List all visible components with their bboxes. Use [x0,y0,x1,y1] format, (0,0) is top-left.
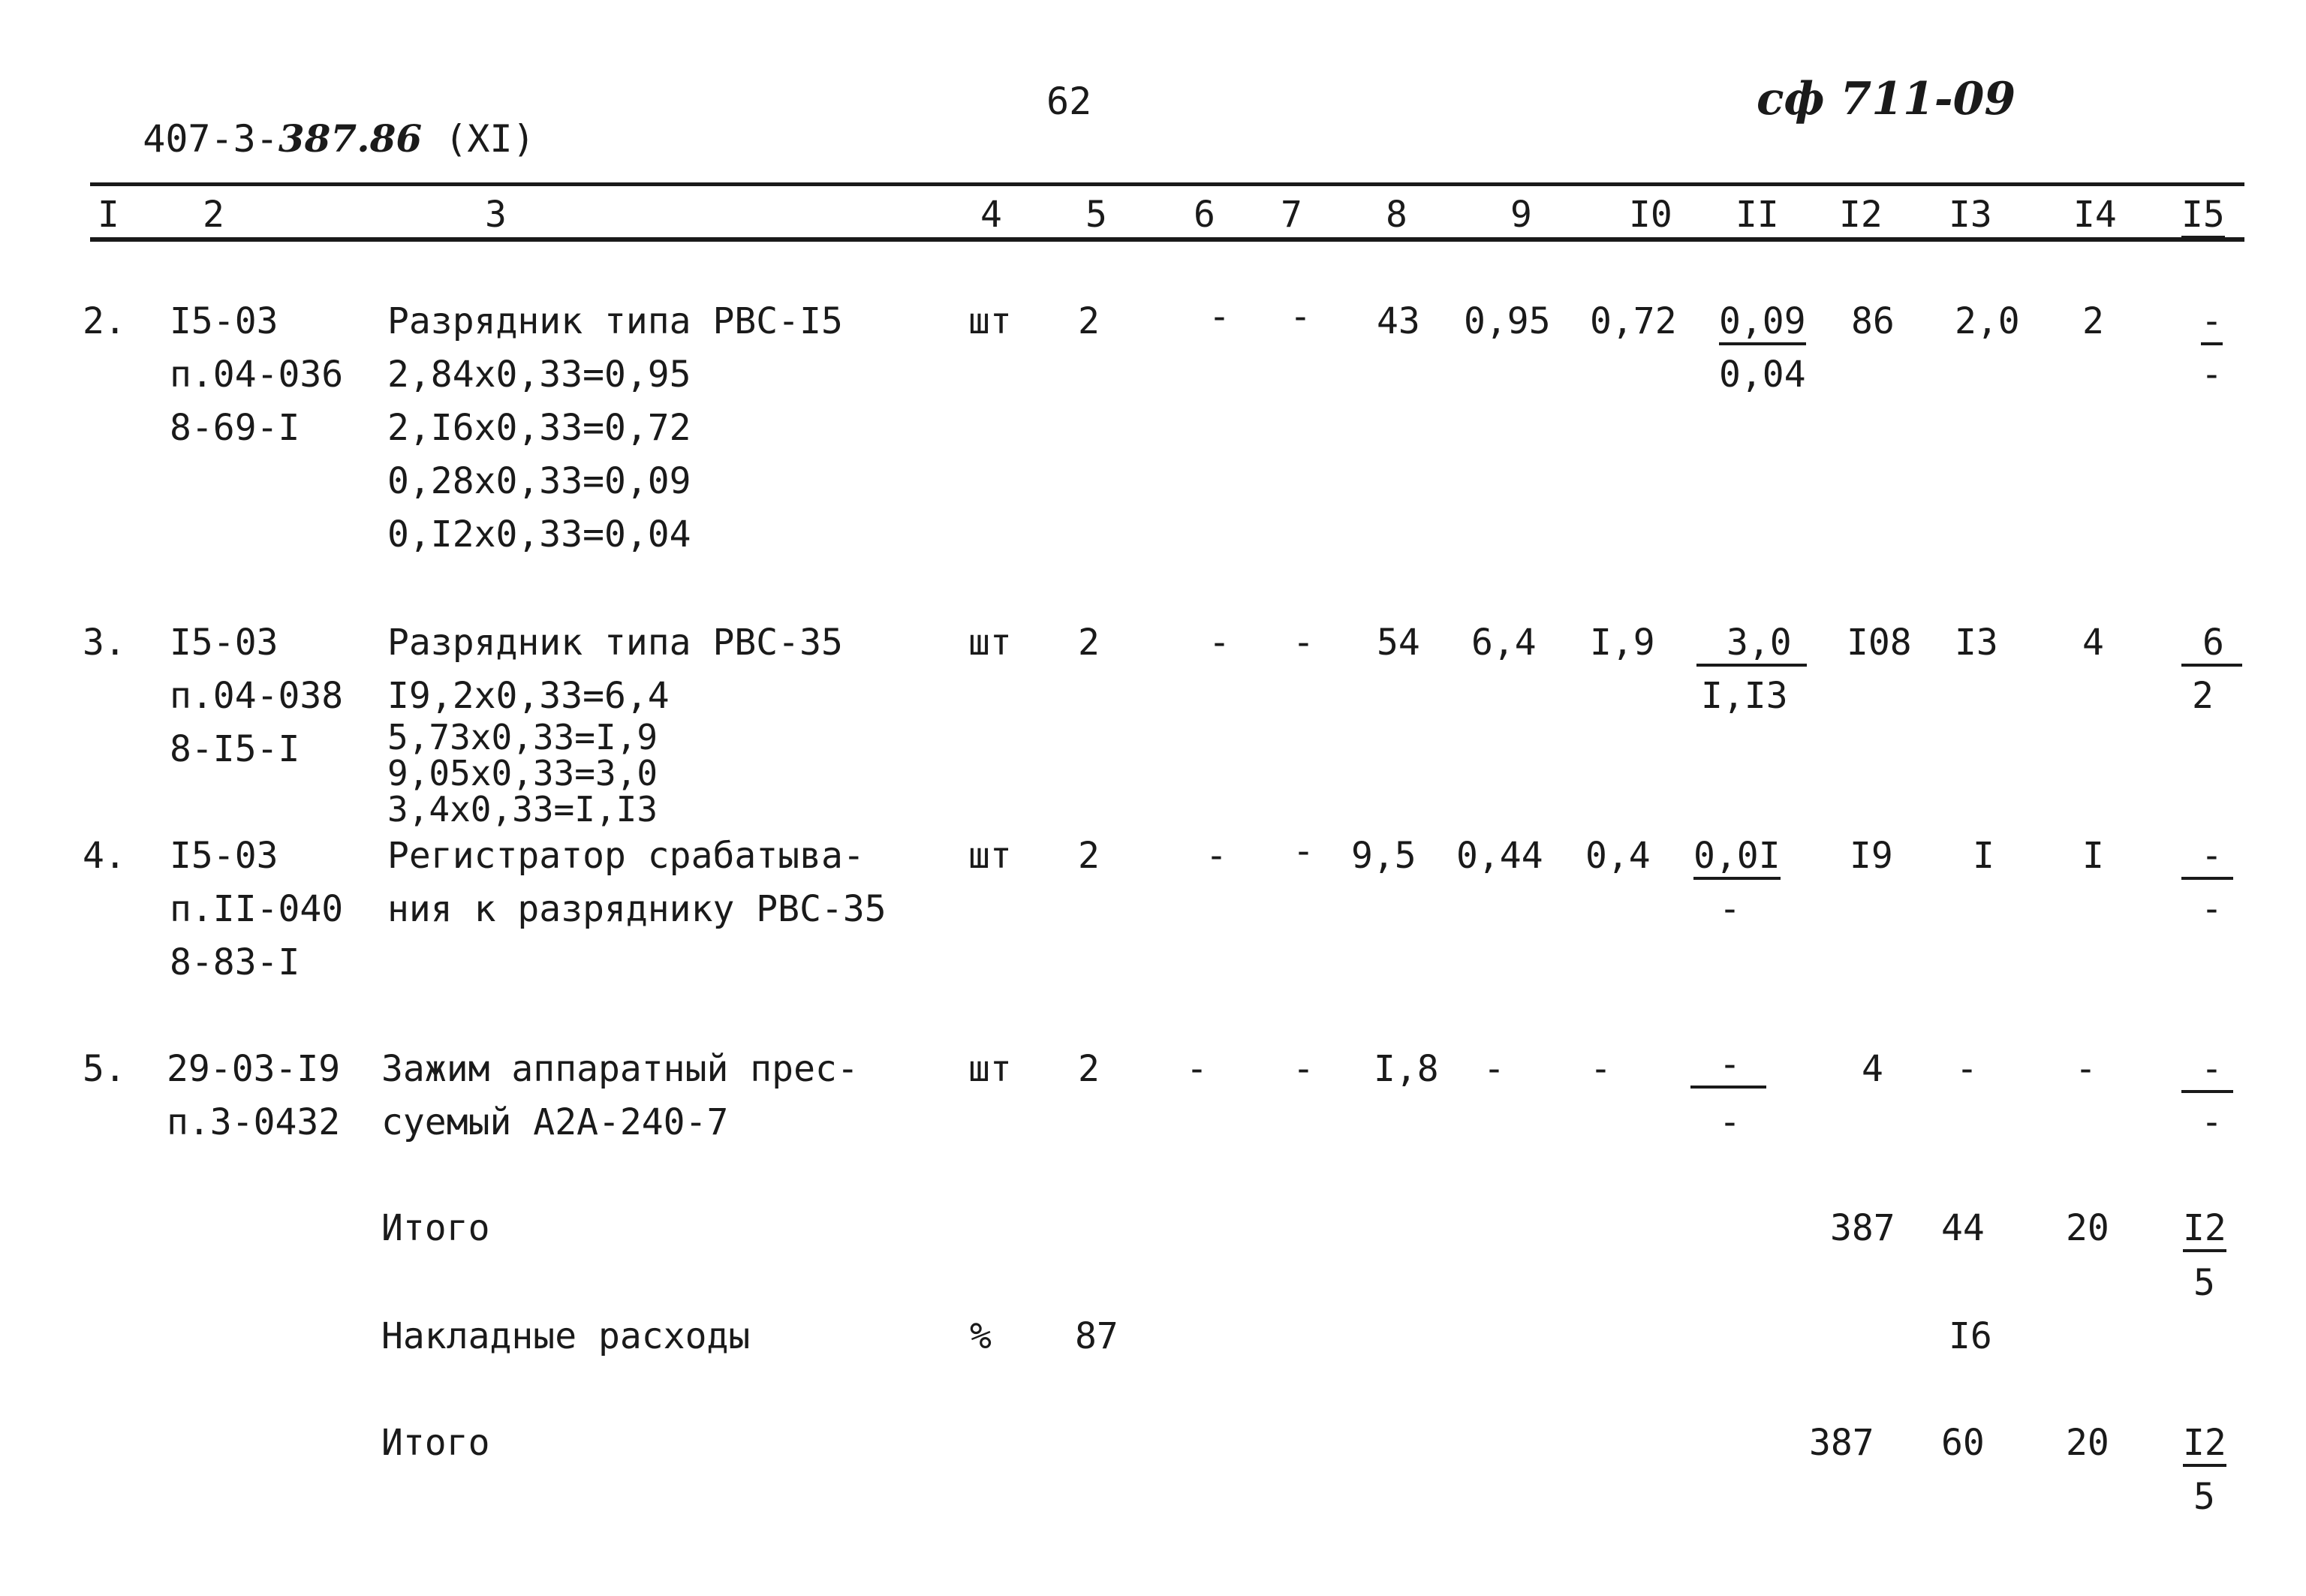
col-8: 54 [1377,622,1420,664]
price-code: 8-69-I [170,407,300,449]
col-15-denominator: - [2201,1101,2223,1143]
col-13: I6 [1949,1315,1992,1357]
col-15-denominator: - [2201,354,2223,396]
col-15-denominator: - [2201,888,2223,930]
col-13: 44 [1941,1207,1985,1249]
header-top-rule [90,182,2244,186]
column-header-12: I2 [1839,194,1883,236]
col-8: 9,5 [1351,835,1416,877]
col-12: 86 [1851,300,1895,342]
col-6: - [1209,622,1230,664]
unit: % [970,1315,992,1357]
col-10: I,9 [1590,622,1655,664]
column-header-4: 4 [980,194,1002,236]
column-header-7: 7 [1281,194,1302,236]
calc-line: I9,2х0,33=6,4 [387,675,670,717]
col-15-denominator: 5 [2193,1476,2215,1518]
col-11-denominator: 0,04 [1719,354,1806,396]
price-code: I5-03 [170,835,278,877]
col-12: 4 [1862,1048,1883,1090]
col-14: - [2075,1048,2097,1090]
document-code [98,83,535,161]
item-description: ния к разряднику РВС-35 [387,888,887,930]
document-code-suffix: (XI) [444,117,535,161]
item-description: Разрядник типа РВС-35 [387,622,843,664]
col-14: 4 [2082,622,2104,664]
calc-line: 3,4х0,33=I,I3 [387,789,658,830]
col-11-denominator: I,I3 [1701,675,1788,717]
column-header-5: 5 [1085,194,1107,236]
row-number: 5. [83,1048,126,1090]
col-14: 20 [2066,1207,2109,1249]
col-8: I,8 [1374,1048,1439,1090]
row-number: 2. [83,300,126,342]
calc-line: 0,I2х0,33=0,04 [387,513,691,556]
col-11-denominator: - [1719,1101,1741,1143]
column-header-1: I [98,194,119,236]
col-15-numerator: I2 [2183,1210,2226,1252]
price-code: 8-83-I [170,941,300,983]
col-12: 387 [1809,1422,1874,1464]
col-12: 387 [1830,1207,1895,1249]
calc-line: 2,I6х0,33=0,72 [387,407,691,449]
col-12: I08 [1847,622,1912,664]
unit: шт [968,1048,1012,1090]
col-14: 2 [2082,300,2104,342]
column-header-10: I0 [1629,194,1672,236]
calc-line: 0,28х0,33=0,09 [387,460,691,502]
document-code-handwritten: 387.86 [278,116,423,161]
row-number: 3. [83,622,126,664]
calc-line: 2,84х0,33=0,95 [387,354,691,396]
handwritten-stamp: сф 711-09 [1757,73,2016,125]
column-header-13: I3 [1949,194,1992,236]
item-description: Регистратор срабатыва- [387,835,865,877]
quantity: 87 [1075,1315,1118,1357]
price-code: п.II-040 [170,888,344,930]
col-7: - [1290,296,1311,338]
col-13: I3 [1955,622,1998,664]
col-10: 0,72 [1590,300,1677,342]
page-number: 62 [1046,80,1092,123]
col-15-numerator: - [2201,303,2223,345]
col-15-numerator: I2 [2183,1425,2226,1467]
column-header-11: II [1736,194,1779,236]
col-7: - [1293,1048,1314,1090]
col-15-numerator: 6 [2181,625,2242,667]
price-code: I5-03 [170,300,278,342]
col-6: - [1186,1048,1208,1090]
price-code: I5-03 [170,622,278,664]
col-9: 0,44 [1456,835,1543,877]
item-description: Зажим аппаратный прес- [381,1048,859,1090]
col-13: 2,0 [1955,300,2020,342]
col-11-numerator: - [1690,1046,1766,1089]
col-13: 60 [1941,1422,1985,1464]
col-15-numerator: - [2181,838,2233,880]
column-header-14: I4 [2073,194,2117,236]
quantity: 2 [1078,835,1100,877]
col-10: - [1590,1048,1612,1090]
col-14: 20 [2066,1422,2109,1464]
totals-label: Итого [381,1207,490,1249]
price-code: п.04-038 [170,675,344,717]
col-7: - [1293,622,1314,664]
col-8: 43 [1377,300,1420,342]
item-description: суемый А2А-240-7 [381,1101,729,1143]
document-code-prefix: 407-3- [143,117,278,161]
col-9: 6,4 [1471,622,1537,664]
price-code: п.04-036 [170,354,344,396]
price-code: п.3-0432 [167,1101,341,1143]
col-9: - [1483,1048,1505,1090]
col-6: - [1209,296,1230,338]
col-11-denominator: - [1719,888,1741,930]
col-14: I [2082,835,2104,877]
unit: шт [968,622,1012,664]
quantity: 2 [1078,622,1100,664]
column-header-8: 8 [1386,194,1407,236]
column-header-9: 9 [1510,194,1532,236]
price-code: 8-I5-I [170,728,300,770]
header-bottom-rule [90,237,2244,242]
col-13: I [1973,835,1994,877]
column-header-6: 6 [1194,194,1215,236]
col-12: I9 [1850,835,1893,877]
col-9: 0,95 [1464,300,1551,342]
column-header-2: 2 [203,194,224,236]
col-11-numerator: 3,0 [1696,625,1807,667]
overhead-label: Накладные расходы [381,1315,751,1357]
col-15-denominator: 2 [2192,675,2214,717]
col-13: - [1956,1048,1978,1090]
col-11-numerator: 0,0I [1693,838,1781,880]
quantity: 2 [1078,300,1100,342]
column-header-3: 3 [485,194,507,236]
calc-line: 5,73х0,33=I,9 [387,717,658,757]
col-11-numerator: 0,09 [1719,303,1806,345]
unit: шт [968,300,1012,342]
col-6: - [1206,835,1227,877]
column-header-15: I5 [2181,197,2225,239]
item-description: Разрядник типа РВС-I5 [387,300,843,342]
col-7: - [1293,830,1314,872]
row-number: 4. [83,835,126,877]
col-15-denominator: 5 [2193,1262,2215,1304]
price-code: 29-03-I9 [167,1048,341,1090]
col-10: 0,4 [1585,835,1651,877]
quantity: 2 [1078,1048,1100,1090]
unit: шт [968,835,1012,877]
totals-label: Итого [381,1422,490,1464]
col-15-numerator: - [2181,1051,2233,1093]
calc-line: 9,05х0,33=3,0 [387,753,658,793]
